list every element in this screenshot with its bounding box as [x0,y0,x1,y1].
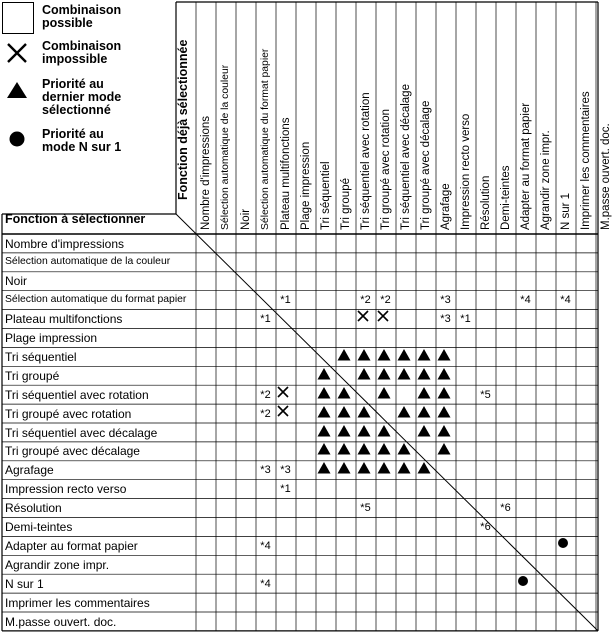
triangle-mark [337,405,356,423]
triangle-mark [437,424,456,442]
legend-triangle-box [2,76,32,106]
triangle-mark [437,386,456,404]
row-label: Sélection automatique du format papier [5,294,187,306]
note-reference: *1 [260,313,271,326]
row-label: Nombre d'impressions [5,236,124,251]
triangle-mark [417,348,436,366]
cross-mark [377,310,396,328]
triangle-mark [377,461,396,479]
row-label: Impression recto verso [5,482,127,497]
triangle-mark [377,386,396,404]
note-reference: *5 [360,502,371,515]
row-label: Plage impression [5,331,98,345]
legend-triangle-label: Priorité au dernier mode sélectionné [42,77,122,117]
circle-icon [2,124,32,154]
header-selected-function: Fonction déjà sélectionnée [176,39,190,200]
column-label: Plage impression [300,141,312,230]
row-label: Adapter au format papier [5,538,138,553]
triangle-mark [377,424,396,442]
legend-impossible-label: Combinaison impossible [42,39,122,66]
triangle-mark [397,442,416,460]
triangle-mark [437,405,456,423]
circle-mark [517,575,536,593]
row-label: Demi-teintes [5,520,73,534]
legend-impossible-box [2,38,32,68]
note-reference: *1 [280,483,291,496]
note-reference: *1 [280,294,291,307]
row-label: Sélection automatique de la couleur [5,256,171,268]
note-reference: *3 [440,294,451,307]
triangle-mark [337,442,356,460]
note-reference: *6 [480,521,491,533]
triangle-mark [337,386,356,404]
column-label: Sélection automatique du format papier [260,48,271,230]
column-label: Nombre d'impressions [200,115,212,230]
cross-mark [357,310,376,328]
note-reference: *2 [260,388,271,401]
triangle-icon [2,76,32,106]
triangle-mark [377,367,396,385]
column-label: Tri groupé avec rotation [380,108,392,230]
triangle-mark [397,348,416,366]
triangle-mark [357,405,376,423]
triangle-mark [317,367,336,385]
column-label: Imprimer les commentaires [580,91,592,230]
triangle-mark [357,367,376,385]
diagonal-line [176,214,598,631]
cross-mark [277,405,296,423]
triangle-mark [337,461,356,479]
triangle-mark [437,442,456,460]
triangle-mark [317,442,336,460]
triangle-mark [437,348,456,366]
column-label: Tri groupé [340,178,352,230]
column-label: Demi-teintes [500,165,512,230]
note-reference: *4 [260,539,271,552]
legend-possible-box [2,2,34,34]
triangle-mark [317,405,336,423]
triangle-mark [357,424,376,442]
triangle-mark [417,405,436,423]
note-reference: *2 [260,407,271,420]
triangle-mark [357,442,376,460]
triangle-mark [417,461,436,479]
header-function-to-select: Fonction à sélectionner [5,212,146,226]
note-reference: *4 [260,577,271,590]
triangle-mark [397,367,416,385]
row-label: Tri séquentiel [5,349,77,364]
column-label: Tri séquentiel avec décalage [400,84,412,230]
row-label: Tri groupé avec rotation [5,406,132,421]
triangle-mark [377,442,396,460]
column-label: Tri séquentiel avec rotation [360,92,372,230]
column-label: Sélection automatique de la couleur [220,64,231,230]
note-reference: *3 [280,464,291,477]
row-label: N sur 1 [5,576,44,591]
triangle-mark [317,424,336,442]
column-label: Tri séquentiel [320,161,332,230]
triangle-mark [337,424,356,442]
row-label: Résolution [5,501,62,516]
triangle-mark [317,461,336,479]
note-reference: *1 [460,313,471,326]
column-label: Agrandir zone impr. [540,130,552,230]
row-label: Tri groupé avec décalage [5,444,140,459]
row-label: Noir [5,274,28,289]
cross-icon [2,38,32,68]
triangle-mark [397,405,416,423]
triangle-mark [417,367,436,385]
column-label: Adapter au format papier [520,102,532,230]
note-reference: *4 [560,294,571,307]
column-label: Résolution [480,175,492,230]
note-reference: *3 [440,313,451,326]
row-label: Imprimer les commentaires [5,595,150,610]
row-label: M.passe ouvert. doc. [5,614,117,629]
legend-circle-label: Priorité au mode N sur 1 [42,127,122,154]
triangle-mark [337,348,356,366]
note-reference: *2 [380,294,391,307]
triangle-mark [417,386,436,404]
column-label: N sur 1 [560,192,572,230]
column-label: Noir [240,208,252,230]
triangle-mark [357,461,376,479]
row-label: Tri groupé [5,368,60,383]
row-label: Tri séquentiel avec décalage [5,425,158,440]
triangle-mark [437,367,456,385]
note-reference: *2 [360,294,371,307]
circle-mark [557,537,576,555]
column-label: M.passe ouvert. doc. [600,123,612,230]
triangle-mark [357,348,376,366]
note-reference: *4 [520,294,531,307]
note-reference: *3 [260,464,271,477]
legend-circle-box [2,124,32,154]
triangle-mark [377,348,396,366]
triangle-mark [417,424,436,442]
triangle-mark [397,461,416,479]
note-reference: *5 [480,388,491,401]
note-reference: *6 [500,502,511,515]
cross-mark [277,386,296,404]
column-label: Impression recto verso [460,113,472,230]
triangle-mark [317,386,336,404]
legend-possible-label: Combinaison possible [42,3,122,30]
row-label: Agrandir zone impr. [5,557,110,572]
row-label: Plateau multifonctions [5,312,123,327]
column-label: Tri groupé avec décalage [420,100,432,230]
column-label: Agrafage [440,183,452,230]
row-label: Agrafage [5,463,54,478]
row-label: Tri séquentiel avec rotation [5,387,149,402]
column-label: Plateau multifonctions [280,117,292,230]
